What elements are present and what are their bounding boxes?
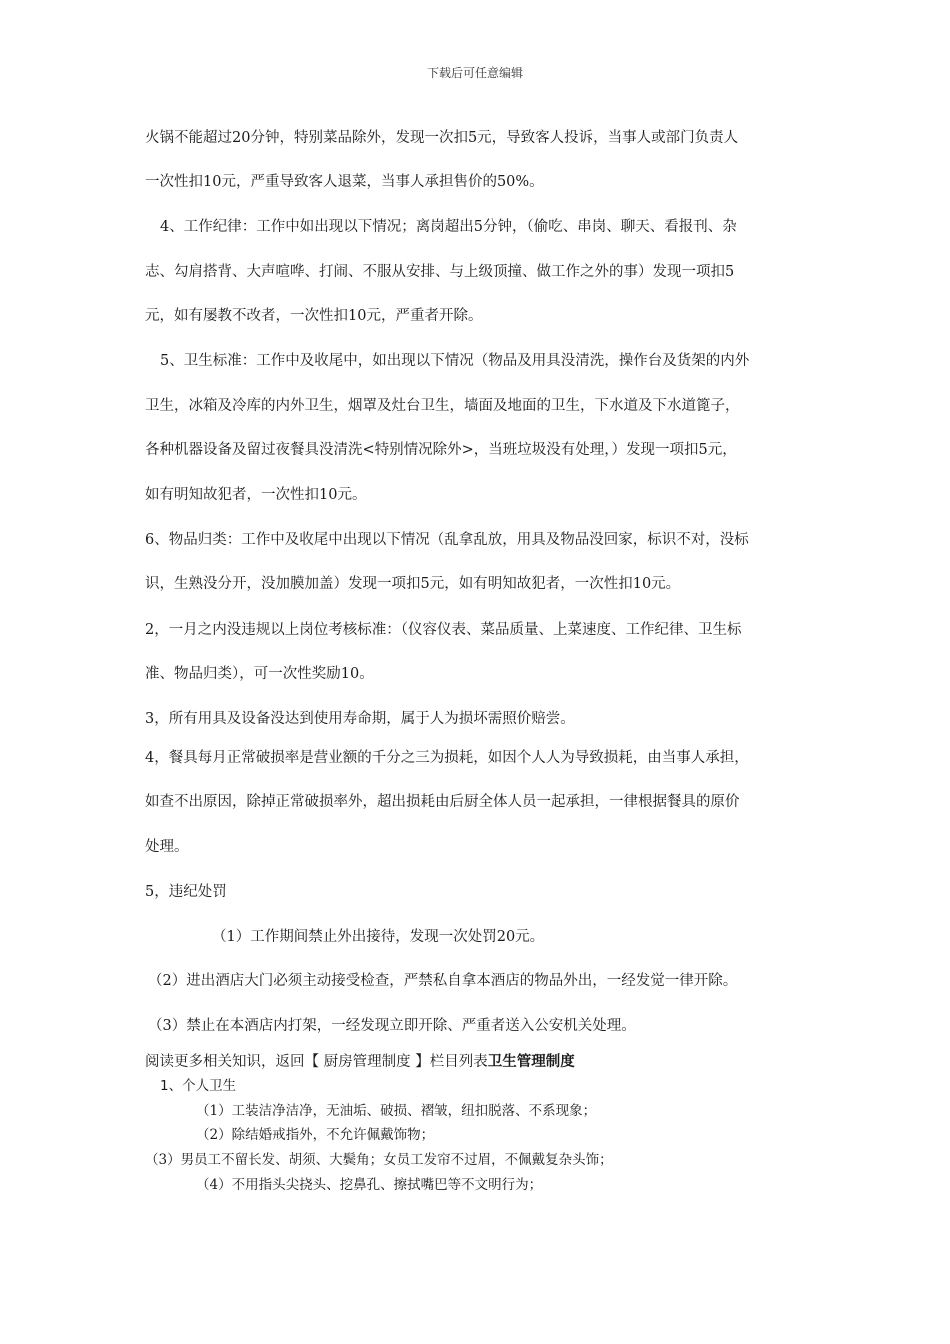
paragraph-line: （1）工作期间禁止外出接待，发现一次处罚20元。 (212, 929, 545, 945)
paragraph-line: 处理。 (145, 839, 189, 855)
hygiene-title: 卫生管理制度 (487, 1054, 575, 1070)
read-more-line (145, 1052, 575, 1072)
hygiene-item: （1）工装洁净洁净，无油垢、破损、褶皱，纽扣脱落、不系现象； (196, 1103, 597, 1119)
hygiene-item: （2）除结婚戒指外，不允许佩戴饰物； (196, 1127, 435, 1143)
paragraph-line: 元，如有屡教不改者，一次性扣10元，严重者开除。 (145, 308, 483, 324)
paragraph-line: 识，生熟没分开，没加膜加盖）发现一项扣5元，如有明知故犯者，一次性扣10元。 (145, 576, 681, 592)
paragraph-line: 4，餐具每月正常破损率是营业额的千分之三为损耗，如因个人人为导致损耗，由当事人承担， (145, 750, 749, 766)
paragraph-line: 一次性扣10元，严重导致客人退菜，当事人承担售价的50%。 (145, 174, 544, 190)
hygiene-heading: 1、个人卫生 (160, 1078, 237, 1094)
paragraph-line: 志、勾肩搭背、大声喧哗、打闹、不服从安排、与上级顶撞、做工作之外的事）发现一项扣5 (145, 264, 735, 280)
paragraph-line: 5、卫生标准：工作中及收尾中，如出现以下情况（物品及用具没清洗，操作台及货架的内外 (160, 353, 750, 369)
paragraph-line: 6、物品归类：工作中及收尾中出现以下情况（乱拿乱放，用具及物品没回家，标识不对，没标 (145, 532, 749, 548)
paragraph-line: 卫生，冰箱及冷库的内外卫生，烟罩及灶台卫生，墙面及地面的卫生，下水道及下水道篦子， (145, 398, 740, 414)
section-heading: 5，违纪处罚 (145, 884, 227, 900)
hygiene-item: （3）男员工不留长发、胡须、大鬓角；女员工发帘不过眉，不佩戴复杂头饰； (145, 1152, 613, 1168)
paragraph-line: 准、物品归类），可一次性奖励10。 (145, 666, 374, 682)
read-more-link[interactable]: 阅读更多相关知识，返回【 厨房管理制度 】栏目列表 (145, 1054, 488, 1070)
paragraph-line: 各种机器设备及留过夜餐具没清洗<特别情况除外>，当班垃圾没有处理，）发现一项扣5元， (145, 442, 737, 458)
paragraph-line: 如查不出原因，除掉正常破损率外，超出损耗由后厨全体人员一起承担，一律根据餐具的原价 (145, 794, 740, 810)
paragraph-line: （2）进出酒店大门必须主动接受检查，严禁私自拿本酒店的物品外出，一经发觉一律开除。 (148, 973, 738, 989)
paragraph-line: 如有明知故犯者，一次性扣10元。 (145, 487, 367, 503)
paragraph-line: 4、工作纪律：工作中如出现以下情况；离岗超出5分钟，（偷吃、串岗、聊天、看报刊、杂 (160, 219, 737, 235)
paragraph-line: 2，一月之内没违规以上岗位考核标准：（仪容仪表、菜品质量、上菜速度、工作纪律、卫生标 (145, 622, 742, 638)
page-header: 下载后可任意编辑 (426, 66, 523, 80)
paragraph-line: 3，所有用具及设备没达到使用寿命期，属于人为损坏需照价赔尝。 (145, 711, 575, 727)
paragraph-line: 火锅不能超过20分钟，特别菜品除外，发现一次扣5元，导致客人投诉，当事人或部门负责人 (145, 130, 739, 146)
hygiene-item: （4）不用指头尖挠头、挖鼻孔、擦拭嘴巴等不文明行为； (196, 1177, 543, 1193)
paragraph-line: （3）禁止在本酒店内打架，一经发现立即开除、严重者送入公安机关处理。 (148, 1018, 636, 1034)
